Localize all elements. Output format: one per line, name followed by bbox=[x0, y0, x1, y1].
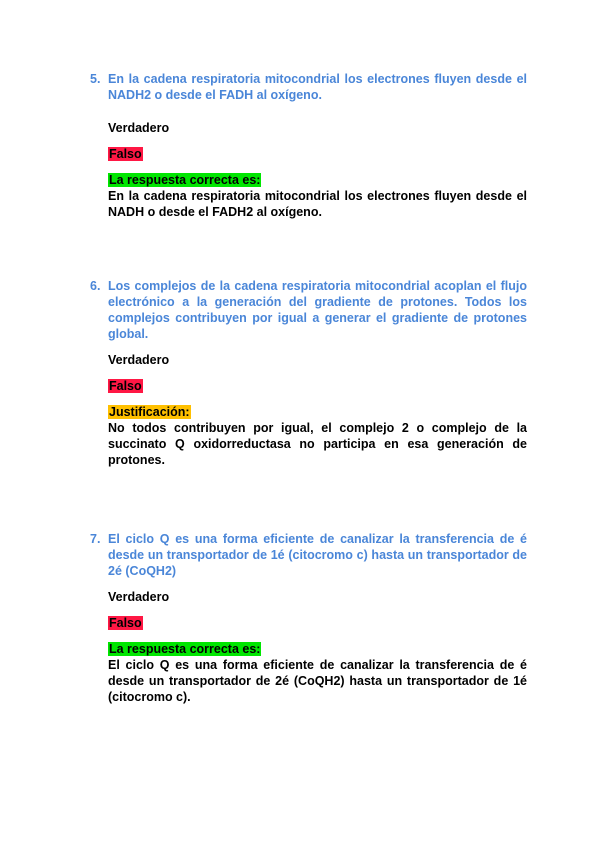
correct-answer-text: El ciclo Q es una forma eficiente de canalizar la transferencia de é desde un transportador de 2é (CoQH2) hasta un transportador de 1é (citocromo c). bbox=[108, 658, 527, 704]
question-number: 7. bbox=[90, 532, 101, 546]
option-true: Verdadero bbox=[108, 590, 170, 604]
option-false: Falso bbox=[109, 379, 142, 393]
question-6 bbox=[90, 278, 527, 468]
question-7 bbox=[90, 531, 527, 705]
question-text: Los complejos de la cadena respiratoria mitocondrial acoplan el flujo electrónico a la generación del gradiente de protones. Todos los complejos contribuyen por igual a generar el gradiente de protones global. bbox=[108, 279, 527, 341]
option-true: Verdadero bbox=[108, 121, 170, 135]
correct-answer-text: En la cadena respiratoria mitocondrial los electrones fluyen desde el NADH o desde el FADH2 al oxígeno. bbox=[108, 189, 527, 219]
question-text: El ciclo Q es una forma eficiente de canalizar la transferencia de é desde un transportador de 1é (citocromo c) hasta un transportador de 2é (CoQH2) bbox=[108, 532, 527, 578]
option-false-wrap bbox=[108, 146, 527, 162]
correct-answer-label: La respuesta correcta es: bbox=[109, 642, 261, 656]
feedback-label-wrap bbox=[108, 404, 527, 420]
option-true: Verdadero bbox=[108, 353, 170, 367]
option-false-wrap bbox=[108, 378, 527, 394]
question-5 bbox=[90, 71, 527, 220]
feedback-label-wrap bbox=[108, 172, 527, 188]
question-6-statement bbox=[90, 278, 527, 342]
justification-label: Justificación: bbox=[109, 405, 190, 419]
option-false: Falso bbox=[109, 616, 142, 630]
correct-answer-label: La respuesta correcta es: bbox=[109, 173, 261, 187]
question-number: 5. bbox=[90, 72, 101, 86]
feedback-label-wrap bbox=[108, 641, 527, 657]
question-7-statement bbox=[90, 531, 527, 579]
question-number: 6. bbox=[90, 279, 101, 293]
option-false-wrap bbox=[108, 615, 527, 631]
justification-text: No todos contribuyen por igual, el complejo 2 o complejo de la succinato Q oxidorreductasa no participa en esa generación de protones. bbox=[108, 421, 527, 467]
option-false: Falso bbox=[109, 147, 142, 161]
question-5-statement bbox=[90, 71, 527, 103]
question-text: En la cadena respiratoria mitocondrial los electrones fluyen desde el NADH2 o desde el FADH al oxígeno. bbox=[108, 72, 527, 102]
